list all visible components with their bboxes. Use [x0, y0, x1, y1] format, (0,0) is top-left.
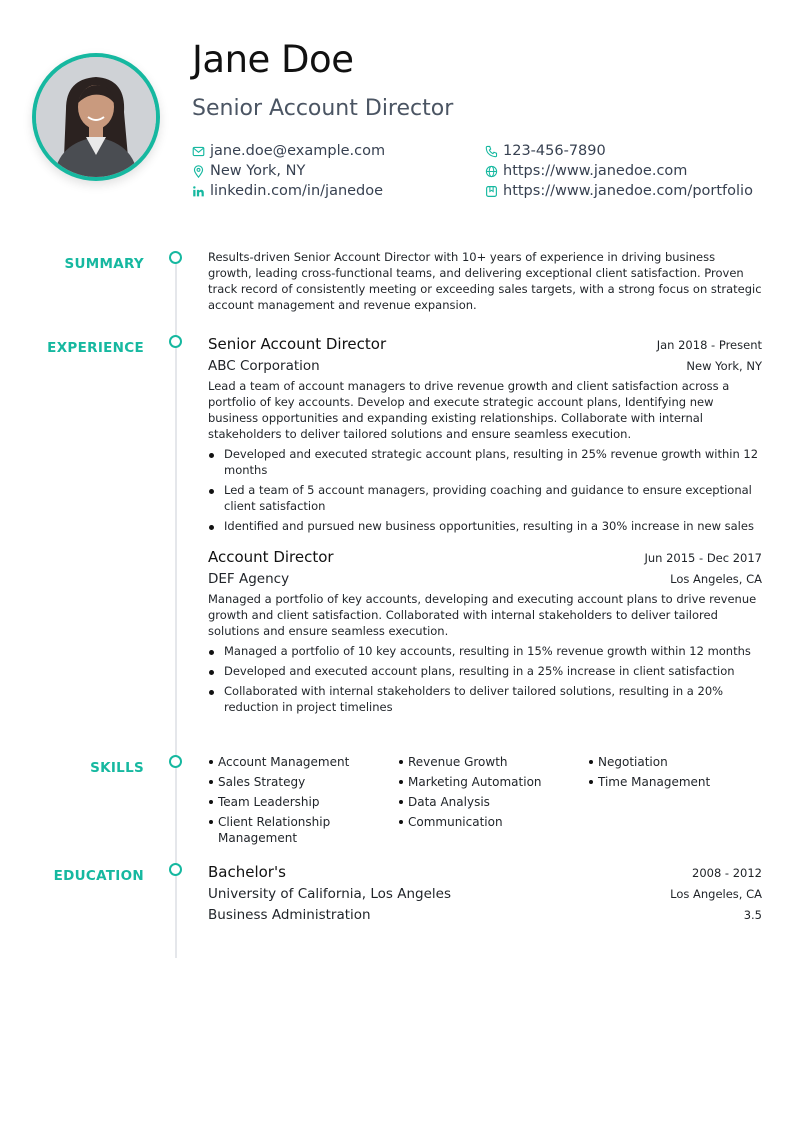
contact-column-right	[485, 142, 753, 200]
job-description: Lead a team of account managers to drive revenue growth and client satisfaction across a portfolio of key accounts. Develop and execute strategic account plans, Identifying new business opportunities and expanding existing relationships. Collaborate with internal stakeholders to deliver tailored solutions and ensure seamless execution.	[208, 379, 730, 441]
job-dates: Jan 2018 - Present	[656, 338, 762, 352]
skill-item: Client Relationship Management	[208, 814, 343, 846]
resume-header	[0, 0, 794, 230]
contact-location-text: New York, NY	[210, 163, 306, 179]
summary-title: SUMMARY	[64, 256, 144, 272]
mail-icon	[192, 145, 205, 158]
job-entry	[208, 548, 762, 715]
phone-icon	[485, 145, 498, 158]
timeline-dot	[169, 251, 182, 264]
contact-website-text: https://www.janedoe.com	[503, 163, 688, 179]
contact-phone-text: 123-456-7890	[503, 143, 606, 159]
job-location: New York, NY	[686, 359, 762, 373]
list-item: Managed a portfolio of 10 key accounts, resulting in 15% revenue growth within 12 months	[208, 643, 762, 659]
education-location: Los Angeles, CA	[670, 887, 762, 901]
contact-location	[192, 162, 385, 180]
avatar-ring	[32, 53, 160, 181]
job-achievements	[208, 446, 762, 534]
candidate-name: Jane Doe	[192, 38, 354, 81]
summary-text: Results-driven Senior Account Director with 10+ years of experience in driving business growth, leading cross-functional teams, and delivering exceptional client satisfaction. Proven track record of consistently meeting or exceeding sales targets, with a strong focus on strategic account management and revenue expansion.	[208, 250, 762, 312]
skill-item: Revenue Growth	[398, 754, 588, 770]
skill-item: Sales Strategy	[208, 774, 398, 790]
location-pin-icon	[192, 165, 205, 178]
education-field: Business Administration	[208, 907, 371, 923]
education-dates: 2008 - 2012	[692, 866, 762, 880]
contact-column-left	[192, 142, 385, 200]
timeline-dot	[169, 863, 182, 876]
education-degree: Bachelor's	[208, 863, 286, 881]
skill-item: Team Leadership	[208, 794, 398, 810]
portfolio-icon	[485, 185, 498, 198]
list-item: Collaborated with internal stakeholders to deliver tailored solutions, resulting in a 20% reduction in project timelines	[208, 683, 762, 715]
skill-item: Marketing Automation	[398, 774, 588, 790]
timeline-dot	[169, 335, 182, 348]
skill-empty	[588, 794, 762, 810]
contact-email-text: jane.doe@example.com	[210, 143, 386, 159]
job-description: Managed a portfolio of key accounts, developing and executing account plans to drive revenue growth and client satisfaction. Collaborated with internal stakeholders to deliver tailored solutions and ensure seamless execution.	[208, 592, 757, 638]
list-item: Developed and executed account plans, resulting in a 25% increase in client satisfaction	[208, 663, 762, 679]
contact-email[interactable]	[192, 142, 385, 160]
job-title: Senior Account Director	[208, 335, 387, 353]
skill-item: Account Management	[208, 754, 398, 770]
contact-website[interactable]	[485, 162, 753, 180]
job-dates: Jun 2015 - Dec 2017	[644, 551, 762, 565]
contact-linkedin[interactable]	[192, 182, 385, 200]
education-entry	[208, 863, 762, 923]
job-company: ABC Corporation	[208, 358, 320, 374]
skill-item: Time Management	[588, 774, 762, 790]
globe-icon	[485, 165, 498, 178]
skills-title: SKILLS	[90, 760, 144, 776]
avatar	[36, 57, 156, 177]
skill-item: Communication	[398, 814, 588, 846]
job-entry	[208, 335, 762, 534]
skills-grid	[208, 754, 762, 846]
list-item: Led a team of 5 account managers, providing coaching and guidance to ensure exceptional client satisfaction	[208, 482, 762, 514]
education-title: EDUCATION	[53, 868, 144, 884]
job-location: Los Angeles, CA	[670, 572, 762, 586]
skill-item: Negotiation	[588, 754, 762, 770]
contact-portfolio[interactable]	[485, 182, 753, 200]
skill-item: Data Analysis	[398, 794, 588, 810]
profile-photo-icon	[36, 57, 156, 177]
job-achievements	[208, 643, 762, 715]
experience-title: EXPERIENCE	[47, 340, 144, 356]
job-title: Account Director	[208, 548, 334, 566]
contact-phone[interactable]	[485, 142, 753, 160]
list-item: Developed and executed strategic account plans, resulting in 25% revenue growth within 12 months	[208, 446, 762, 478]
contact-linkedin-text: linkedin.com/in/janedoe	[210, 183, 384, 199]
linkedin-icon	[192, 185, 205, 198]
timeline-dot	[169, 755, 182, 768]
skill-empty	[588, 814, 762, 846]
list-item: Identified and pursued new business opportunities, resulting in a 30% increase in new sales	[208, 518, 762, 534]
timeline-line	[175, 258, 177, 958]
education-gpa: 3.5	[743, 908, 762, 922]
job-company: DEF Agency	[208, 571, 290, 587]
candidate-role: Senior Account Director	[192, 96, 454, 121]
education-school: University of California, Los Angeles	[208, 886, 452, 902]
contact-portfolio-text: https://www.janedoe.com/portfolio	[503, 183, 753, 199]
